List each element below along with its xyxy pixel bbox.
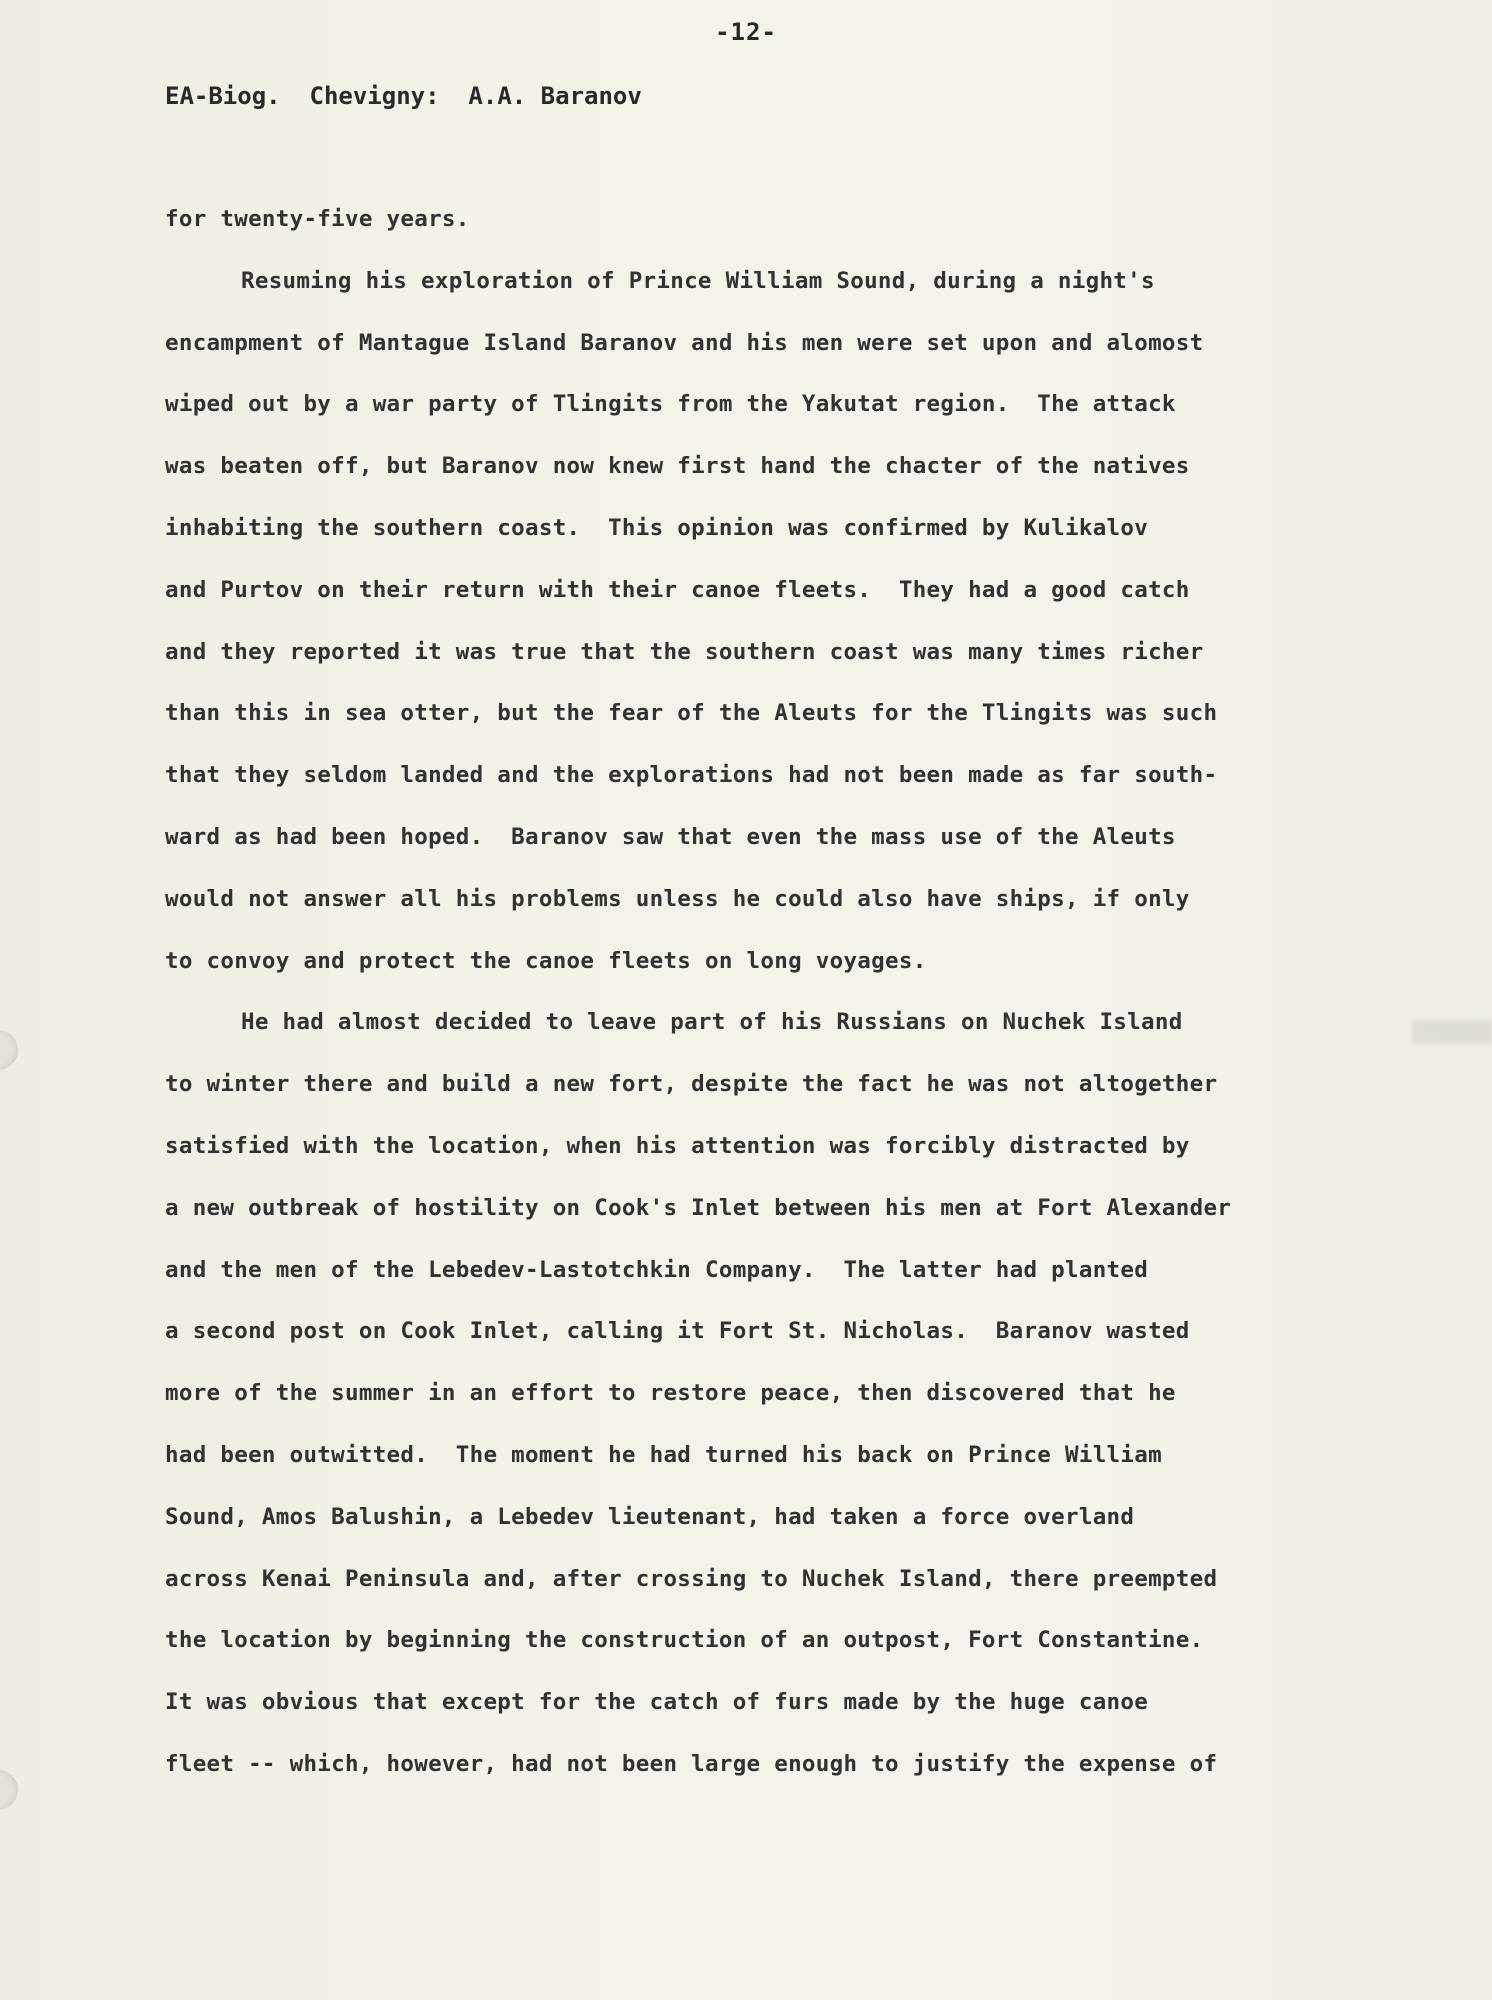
text-line: fleet -- which, however, had not been large enough to justify the expense of (165, 1750, 1218, 1777)
text-line: Sound, Amos Balushin, a Lebedev lieutenant, had taken a force overland (165, 1503, 1135, 1530)
text-line: and they reported it was true that the southern coast was many times richer (165, 638, 1204, 665)
punch-hole (0, 1770, 18, 1810)
body-text (165, 200, 1365, 1807)
text-line: satisfied with the location, when his attention was forcibly distracted by (165, 1132, 1190, 1159)
text-line: to winter there and build a new fort, despite the fact he was not altogether (165, 1071, 1218, 1098)
text-line: to convoy and protect the canoe fleets on long voyages. (165, 947, 927, 974)
text-line: and Purtov on their return with their canoe fleets. They had a good catch (165, 576, 1190, 603)
text-line: more of the summer in an effort to restore peace, then discovered that he (165, 1380, 1176, 1407)
text-line: inhabiting the southern coast. This opinion was confirmed by Kulikalov (165, 514, 1149, 541)
text-line: encampment of Mantague Island Baranov and his men were set upon and alomost (165, 329, 1204, 356)
text-line: had been outwitted. The moment he had turned his back on Prince William (165, 1441, 1162, 1468)
text-line: than this in sea otter, but the fear of the Aleuts for the Tlingits was such (165, 700, 1218, 727)
text-line: wiped out by a war party of Tlingits from the Yakutat region. The attack (165, 391, 1176, 418)
text-line: was beaten off, but Baranov now knew first hand the chacter of the natives (165, 453, 1190, 480)
punch-hole (0, 1030, 18, 1070)
text-line: for twenty-five years. (165, 206, 470, 232)
text-line: Resuming his exploration of Prince William Sound, during a night's (241, 267, 1155, 294)
ink-smudge (1412, 1020, 1492, 1044)
text-line: ward as had been hoped. Baranov saw that even the mass use of the Aleuts (165, 823, 1176, 850)
text-line: that they seldom landed and the explorations had not been made as far south- (165, 762, 1218, 789)
text-line: and the men of the Lebedev-Lastotchkin Company. The latter had planted (165, 1256, 1149, 1283)
text-line: He had almost decided to leave part of his Russians on Nuchek Island (241, 1009, 1183, 1036)
text-line: a new outbreak of hostility on Cook's Inlet between his men at Fort Alexander (165, 1194, 1232, 1221)
page-number: -12- (715, 18, 777, 46)
text-line: It was obvious that except for the catch of furs made by the huge canoe (165, 1689, 1149, 1716)
text-line: a second post on Cook Inlet, calling it Fort St. Nicholas. Baranov wasted (165, 1318, 1190, 1345)
text-line: across Kenai Peninsula and, after crossing to Nuchek Island, there preempted (165, 1565, 1218, 1592)
running-header: EA-Biog. Chevigny: A.A. Baranov (165, 82, 642, 110)
text-line: would not answer all his problems unless he could also have ships, if only (165, 885, 1190, 912)
text-line: the location by beginning the construction of an outpost, Fort Constantine. (165, 1627, 1204, 1654)
